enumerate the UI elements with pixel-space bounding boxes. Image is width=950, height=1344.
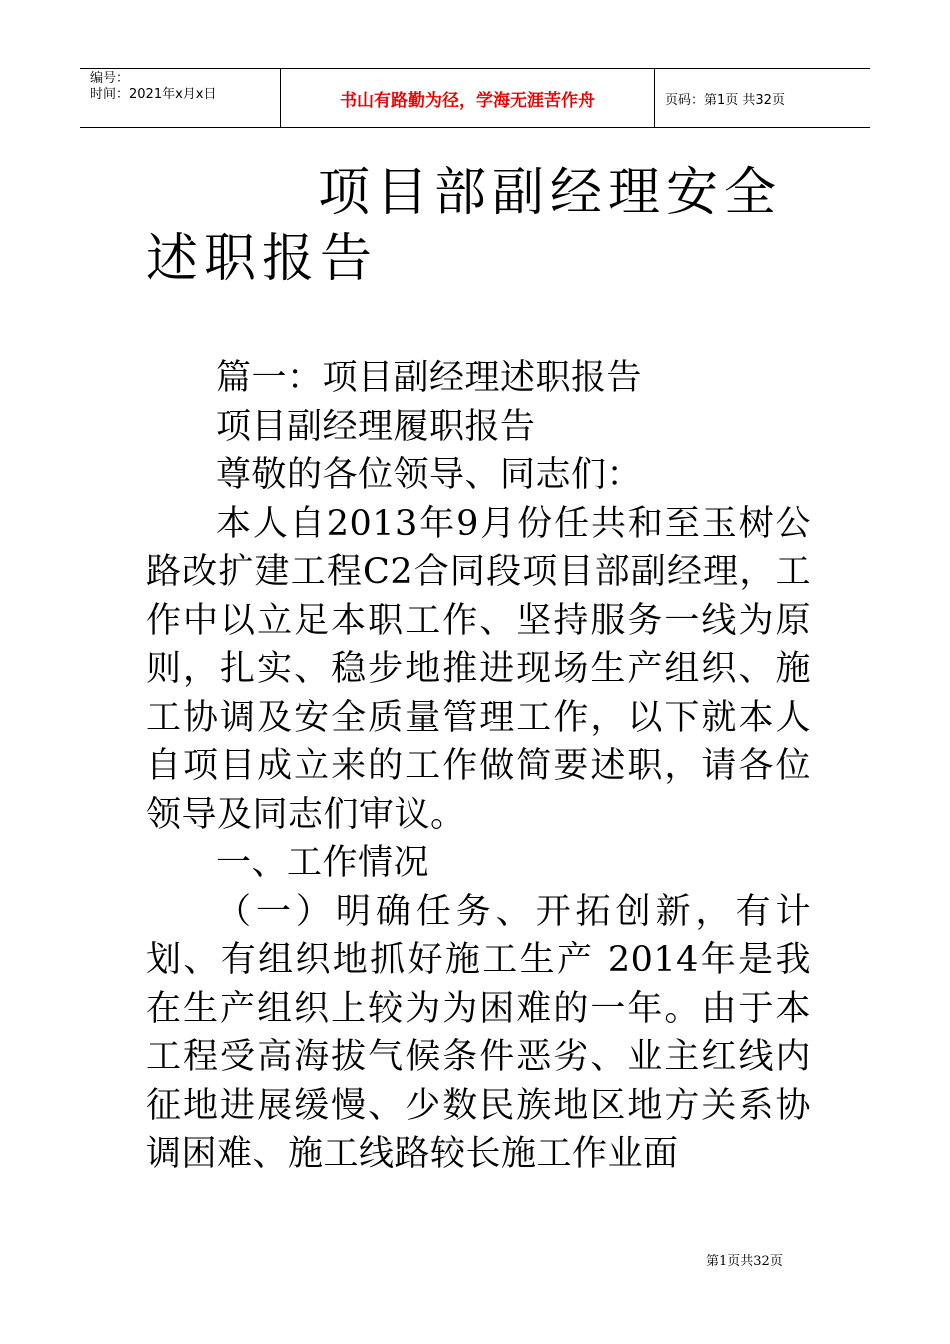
page-header: [80, 68, 870, 128]
header-page-info: 页码：第1页 共32页: [665, 92, 785, 108]
paragraph: 篇一：项目副经理述职报告: [216, 358, 643, 398]
paragraph: 尊敬的各位领导、同志们：: [216, 455, 643, 495]
date-label: 时间：2021年x月x日: [90, 87, 217, 102]
number-label: 编号：: [90, 71, 130, 86]
header-motto: 书山有路勤为径，学海无涯苦作舟: [281, 69, 655, 127]
paragraph: 项目副经理履职报告: [216, 406, 536, 447]
paragraph: 本人自2013年9月份任共和至玉树公路改扩建工程C2合同段项目部副经理，工作中以立足本职工作、坚持服务一线为原则，扎实、稳步地推进现场生产组织、施工协调及安全质量管理工作，以下就本人自项目成立来的工作做简要述职，请各位领导及同志们审议。: [146, 503, 811, 835]
page-footer: 第1页共32页: [706, 1254, 783, 1269]
header-meta: [80, 69, 281, 127]
document-body: [146, 354, 811, 1179]
paragraph: （一）明确任务、开拓创新，有计划、有组织地抓好施工生产 2014年是我在生产组织上较为为困难的一年。由于本工程受高海拔气候条件恶劣、业主红线内征地进展缓慢、少数民族地区地方关系协调困难、施工线路较长施工作业面: [146, 891, 811, 1174]
document-title: 项目部副经理安全述职报告: [146, 163, 783, 289]
paragraph: 一、工作情况: [216, 843, 430, 883]
